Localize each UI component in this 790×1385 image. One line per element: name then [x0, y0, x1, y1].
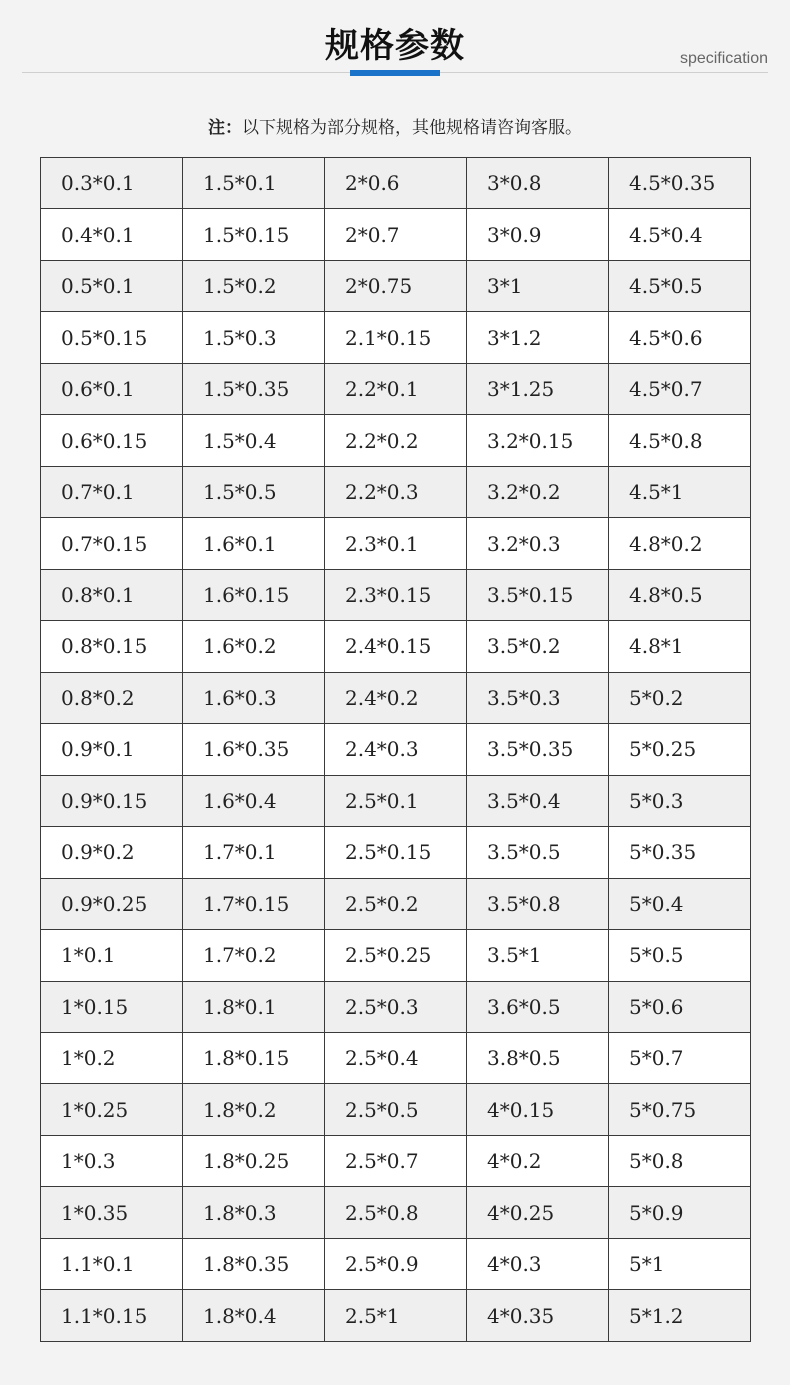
spec-cell: 2.4*0.3 [325, 724, 467, 775]
note-text: 以下规格为部分规格，其他规格请咨询客服。 [242, 118, 582, 138]
spec-cell: 2.5*0.1 [325, 775, 467, 826]
spec-cell: 2*0.75 [325, 260, 467, 311]
spec-cell: 1.7*0.15 [183, 878, 325, 929]
spec-cell: 3.5*0.15 [467, 569, 609, 620]
spec-cell: 3.5*1 [467, 930, 609, 981]
spec-cell: 1*0.35 [41, 1187, 183, 1238]
spec-cell: 2*0.6 [325, 158, 467, 209]
spec-cell: 3*0.8 [467, 158, 609, 209]
spec-cell: 0.5*0.1 [41, 260, 183, 311]
page-title: 规格参数 [325, 26, 465, 66]
spec-cell: 5*0.25 [609, 724, 751, 775]
spec-cell: 2.5*0.3 [325, 981, 467, 1032]
table-row [41, 981, 751, 1032]
spec-cell: 1.7*0.1 [183, 827, 325, 878]
spec-cell: 2.2*0.1 [325, 363, 467, 414]
spec-cell: 5*0.5 [609, 930, 751, 981]
spec-cell: 1.8*0.35 [183, 1238, 325, 1289]
table-row [41, 312, 751, 363]
spec-cell: 1.6*0.15 [183, 569, 325, 620]
spec-cell: 3.5*0.4 [467, 775, 609, 826]
spec-cell: 1*0.3 [41, 1135, 183, 1186]
spec-cell: 4.5*0.5 [609, 260, 751, 311]
table-row [41, 569, 751, 620]
table-row [41, 518, 751, 569]
spec-cell: 0.4*0.1 [41, 209, 183, 260]
spec-cell: 1.1*0.1 [41, 1238, 183, 1289]
spec-cell: 3*1 [467, 260, 609, 311]
spec-cell: 2.5*0.2 [325, 878, 467, 929]
spec-cell: 0.8*0.15 [41, 621, 183, 672]
spec-cell: 2.5*0.8 [325, 1187, 467, 1238]
spec-cell: 1.7*0.2 [183, 930, 325, 981]
spec-table-body [41, 158, 751, 1342]
spec-cell: 5*0.75 [609, 1084, 751, 1135]
spec-cell: 1.8*0.4 [183, 1290, 325, 1342]
spec-cell: 1.8*0.25 [183, 1135, 325, 1186]
table-row [41, 1084, 751, 1135]
table-row [41, 1290, 751, 1342]
table-row [41, 930, 751, 981]
spec-cell: 0.7*0.15 [41, 518, 183, 569]
spec-cell: 0.5*0.15 [41, 312, 183, 363]
spec-cell: 1.1*0.15 [41, 1290, 183, 1342]
spec-cell: 1.5*0.2 [183, 260, 325, 311]
spec-cell: 5*1.2 [609, 1290, 751, 1342]
table-row [41, 621, 751, 672]
table-row [41, 878, 751, 929]
spec-cell: 1.6*0.4 [183, 775, 325, 826]
spec-cell: 4.5*0.4 [609, 209, 751, 260]
spec-cell: 1.6*0.1 [183, 518, 325, 569]
spec-cell: 0.6*0.1 [41, 363, 183, 414]
spec-cell: 3.6*0.5 [467, 981, 609, 1032]
spec-cell: 1*0.2 [41, 1032, 183, 1083]
table-row [41, 363, 751, 414]
spec-cell: 4*0.25 [467, 1187, 609, 1238]
spec-cell: 0.6*0.15 [41, 415, 183, 466]
spec-cell: 4.5*0.8 [609, 415, 751, 466]
spec-cell: 2.5*1 [325, 1290, 467, 1342]
spec-cell: 5*0.2 [609, 672, 751, 723]
spec-cell: 5*0.35 [609, 827, 751, 878]
spec-cell: 5*0.9 [609, 1187, 751, 1238]
spec-cell: 1.5*0.15 [183, 209, 325, 260]
table-row [41, 775, 751, 826]
spec-cell: 0.8*0.1 [41, 569, 183, 620]
spec-cell: 4.8*0.5 [609, 569, 751, 620]
spec-table [40, 157, 751, 1342]
table-row [41, 415, 751, 466]
spec-cell: 5*1 [609, 1238, 751, 1289]
spec-cell: 2.5*0.5 [325, 1084, 467, 1135]
table-row [41, 1187, 751, 1238]
spec-cell: 4.5*0.35 [609, 158, 751, 209]
table-row [41, 1032, 751, 1083]
spec-cell: 1.5*0.5 [183, 466, 325, 517]
spec-cell: 0.9*0.1 [41, 724, 183, 775]
spec-cell: 1.8*0.2 [183, 1084, 325, 1135]
note-line [0, 113, 790, 138]
spec-cell: 0.9*0.25 [41, 878, 183, 929]
spec-cell: 1*0.25 [41, 1084, 183, 1135]
spec-cell: 1.6*0.35 [183, 724, 325, 775]
spec-cell: 3.2*0.15 [467, 415, 609, 466]
page-subtitle: specification [679, 50, 768, 67]
spec-cell: 2.2*0.2 [325, 415, 467, 466]
spec-cell: 2.3*0.1 [325, 518, 467, 569]
spec-cell: 1.5*0.4 [183, 415, 325, 466]
spec-cell: 3.5*0.2 [467, 621, 609, 672]
spec-cell: 3.5*0.5 [467, 827, 609, 878]
spec-cell: 2.5*0.4 [325, 1032, 467, 1083]
spec-cell: 4.5*1 [609, 466, 751, 517]
spec-cell: 0.9*0.15 [41, 775, 183, 826]
spec-cell: 2.5*0.9 [325, 1238, 467, 1289]
spec-cell: 2.4*0.2 [325, 672, 467, 723]
spec-cell: 2.5*0.15 [325, 827, 467, 878]
spec-cell: 3.2*0.2 [467, 466, 609, 517]
spec-cell: 3*1.2 [467, 312, 609, 363]
table-row [41, 466, 751, 517]
spec-cell: 5*0.7 [609, 1032, 751, 1083]
spec-cell: 1.8*0.1 [183, 981, 325, 1032]
spec-cell: 4.5*0.7 [609, 363, 751, 414]
spec-cell: 3.5*0.3 [467, 672, 609, 723]
table-row [41, 209, 751, 260]
spec-cell: 2.5*0.7 [325, 1135, 467, 1186]
spec-cell: 4*0.3 [467, 1238, 609, 1289]
spec-cell: 2.5*0.25 [325, 930, 467, 981]
spec-cell: 3.5*0.35 [467, 724, 609, 775]
spec-cell: 4*0.2 [467, 1135, 609, 1186]
spec-cell: 2.4*0.15 [325, 621, 467, 672]
spec-cell: 4*0.15 [467, 1084, 609, 1135]
table-row [41, 827, 751, 878]
spec-cell: 1.6*0.2 [183, 621, 325, 672]
table-row [41, 724, 751, 775]
table-row [41, 260, 751, 311]
spec-cell: 2.1*0.15 [325, 312, 467, 363]
spec-cell: 4.8*0.2 [609, 518, 751, 569]
spec-cell: 1.5*0.3 [183, 312, 325, 363]
spec-cell: 5*0.6 [609, 981, 751, 1032]
spec-cell: 0.3*0.1 [41, 158, 183, 209]
table-row [41, 672, 751, 723]
spec-cell: 5*0.4 [609, 878, 751, 929]
title-accent-bar [350, 70, 440, 76]
spec-cell: 4*0.35 [467, 1290, 609, 1342]
spec-cell: 1.5*0.1 [183, 158, 325, 209]
spec-cell: 3*1.25 [467, 363, 609, 414]
spec-cell: 4.8*1 [609, 621, 751, 672]
spec-cell: 1.5*0.35 [183, 363, 325, 414]
spec-cell: 4.5*0.6 [609, 312, 751, 363]
spec-cell: 3.5*0.8 [467, 878, 609, 929]
spec-cell: 2*0.7 [325, 209, 467, 260]
spec-cell: 2.3*0.15 [325, 569, 467, 620]
spec-cell: 3*0.9 [467, 209, 609, 260]
spec-cell: 2.2*0.3 [325, 466, 467, 517]
spec-cell: 3.8*0.5 [467, 1032, 609, 1083]
note-prefix: 注： [208, 118, 242, 138]
spec-cell: 1*0.15 [41, 981, 183, 1032]
spec-cell: 5*0.3 [609, 775, 751, 826]
spec-cell: 1.8*0.3 [183, 1187, 325, 1238]
spec-cell: 3.2*0.3 [467, 518, 609, 569]
spec-cell: 1*0.1 [41, 930, 183, 981]
table-row [41, 1238, 751, 1289]
table-row [41, 1135, 751, 1186]
spec-cell: 5*0.8 [609, 1135, 751, 1186]
table-row [41, 158, 751, 209]
spec-cell: 0.9*0.2 [41, 827, 183, 878]
spec-cell: 0.7*0.1 [41, 466, 183, 517]
spec-cell: 1.8*0.15 [183, 1032, 325, 1083]
spec-cell: 1.6*0.3 [183, 672, 325, 723]
spec-cell: 0.8*0.2 [41, 672, 183, 723]
